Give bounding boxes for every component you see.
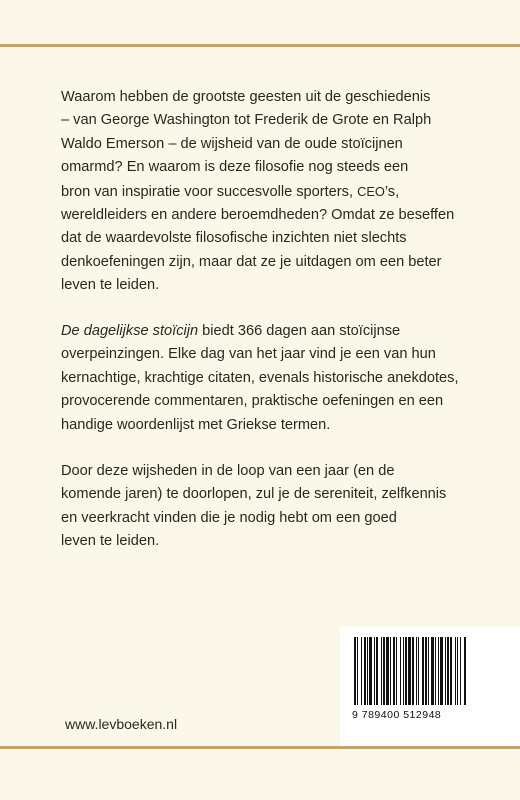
p1-line: Waarom hebben de grootste geesten uit de geschiedenis xyxy=(61,89,431,105)
barcode-bar xyxy=(425,637,427,705)
barcode-bar xyxy=(390,637,391,705)
blurb-paragraph-1-text xyxy=(61,86,481,298)
p1-line: denkoefeningen zijn, maar dat ze je uitdagen om een beter xyxy=(61,253,442,270)
barcode-bar xyxy=(438,637,439,705)
ceo-smallcaps: CEO xyxy=(357,183,385,199)
barcode-bar xyxy=(464,637,466,705)
bottom-gold-rule xyxy=(0,746,520,749)
barcode-bar xyxy=(460,637,461,705)
barcode-bar xyxy=(445,637,446,705)
p1-line: leven te leiden. xyxy=(61,277,160,294)
barcode-bar xyxy=(408,637,411,705)
barcode-bar xyxy=(431,637,434,705)
barcode-bar xyxy=(428,637,429,705)
barcode-bar xyxy=(396,637,397,705)
barcode-bar xyxy=(357,637,358,705)
barcode-bar xyxy=(435,637,436,705)
barcode-bar xyxy=(361,637,362,705)
p2-line: biedt 366 dagen aan stoïcijnse xyxy=(202,323,401,339)
barcode-bar xyxy=(418,637,419,705)
p2-line: handige woordenlijst met Griekse termen. xyxy=(61,416,331,433)
p3-line: en veerkracht vinden die je nodig hebt om een goed xyxy=(61,509,397,526)
barcode-bar xyxy=(405,637,407,705)
barcode-bar xyxy=(440,637,443,705)
p3-line: komende jaren) te doorlopen, zul je de sereniteit, zelfkennis xyxy=(61,486,447,503)
barcode-bar xyxy=(383,637,385,705)
barcode-bar xyxy=(393,637,395,705)
p1-line: – van George Washington tot Frederik de Grote en Ralph xyxy=(61,112,432,129)
barcode-image xyxy=(350,637,510,707)
p3-line: Door deze wijsheden in de loop van een jaar (en de xyxy=(61,463,395,479)
barcode-bar xyxy=(376,637,378,705)
barcode-bar xyxy=(386,637,389,705)
top-gold-rule xyxy=(0,44,520,47)
barcode-bar xyxy=(367,637,368,705)
barcode-bar xyxy=(403,637,404,705)
p1-line: Waldo Emerson – de wijsheid van de oude stoïcijnen xyxy=(61,135,403,152)
barcode-bar xyxy=(457,637,458,705)
p1-line: dat de waardevolste filosofische inzichten niet slechts xyxy=(61,230,407,247)
blurb-paragraph-2-text xyxy=(61,320,481,437)
barcode-bar xyxy=(447,637,449,705)
book-title-italic: De dagelijkse stoïcijn xyxy=(61,323,199,339)
p2-line: provocerende commentaren, praktische oefeningen en een xyxy=(61,393,444,410)
barcode-box xyxy=(340,627,520,747)
barcode-bar xyxy=(455,637,456,705)
blurb-paragraph-3-text xyxy=(61,460,481,554)
barcode-bar xyxy=(422,637,424,705)
p1-line: wereldleiders en andere beroemdheden? Omdat ze beseffen xyxy=(61,207,455,224)
barcode-bar xyxy=(416,637,417,705)
blurb-paragraph-1 xyxy=(61,86,481,298)
isbn-number: 9 789400 512948 xyxy=(352,709,442,721)
p1-line: omarmd? En waarom is deze filosofie nog steeds een xyxy=(61,159,409,176)
p2-line: overpeinzingen. Elke dag van het jaar vind je een van hun xyxy=(61,346,436,363)
blurb-paragraph-3 xyxy=(61,460,481,554)
publisher-website: www.levboeken.nl xyxy=(65,716,178,732)
barcode-bar xyxy=(354,637,356,705)
barcode-bar xyxy=(381,637,382,705)
blurb-paragraph-2 xyxy=(61,320,481,437)
barcode-bar xyxy=(412,637,414,705)
barcode-bar xyxy=(369,637,372,705)
p1-line: bron van inspiratie voor succesvolle sporters, xyxy=(61,183,354,200)
p3-line: leven te leiden. xyxy=(61,533,160,550)
barcode-bar xyxy=(374,637,375,705)
p2-line: kernachtige, krachtige citaten, evenals historische anekdotes, xyxy=(61,369,459,386)
barcode-bar xyxy=(450,637,452,705)
p1-line: ’s, xyxy=(384,183,400,200)
barcode-bar xyxy=(400,637,401,705)
barcode-bar xyxy=(364,637,366,705)
